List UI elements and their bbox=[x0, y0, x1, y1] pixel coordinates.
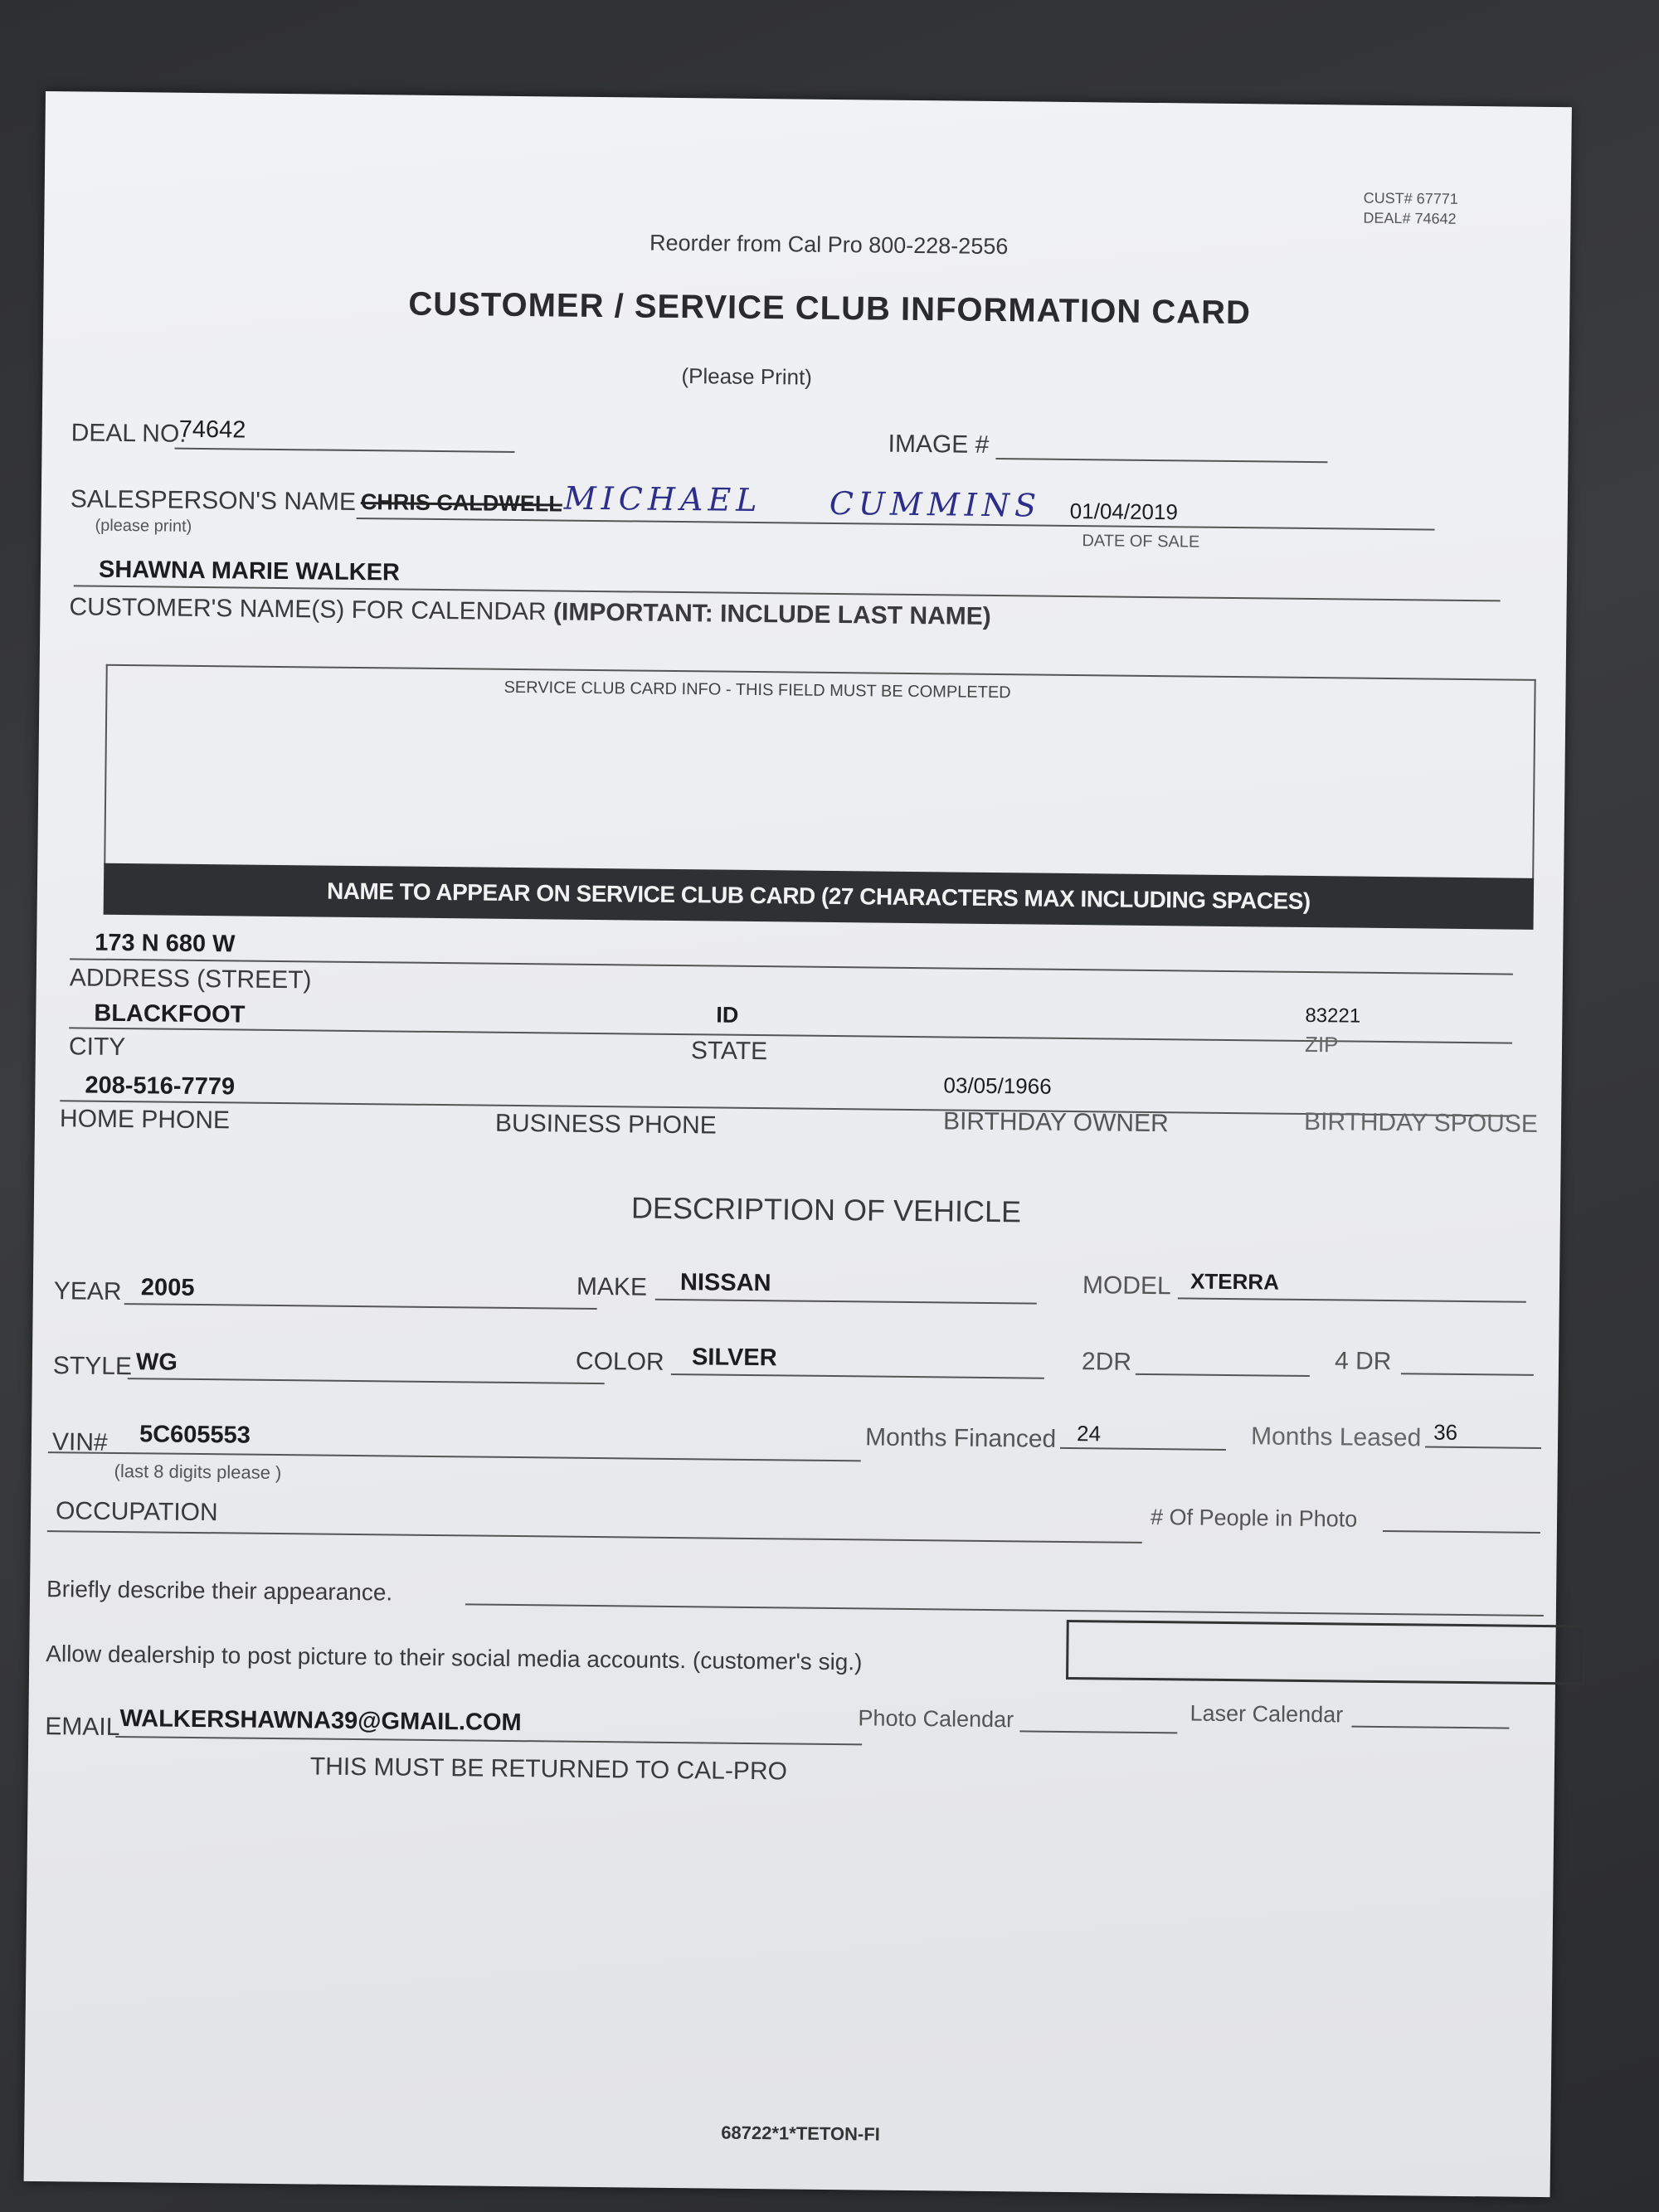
email-label: EMAIL bbox=[45, 1713, 120, 1742]
year-line bbox=[124, 1303, 597, 1310]
date-of-sale-label: DATE OF SALE bbox=[1082, 532, 1200, 552]
model-line bbox=[1178, 1297, 1526, 1302]
return-note: THIS MUST BE RETURNED TO CAL-PRO bbox=[309, 1753, 788, 1786]
social-media-label: Allow dealership to post picture to their social media accounts. (customer's sig.) bbox=[46, 1641, 863, 1675]
deal-no-value: 74642 bbox=[178, 416, 246, 444]
salesperson-sublabel: (please print) bbox=[95, 516, 192, 536]
vin-label: VIN# bbox=[51, 1428, 108, 1456]
2dr-label: 2DR bbox=[1081, 1348, 1132, 1376]
deal-number-corner: DEAL# 74642 bbox=[1363, 209, 1457, 227]
photo-calendar-line[interactable] bbox=[1019, 1730, 1177, 1733]
occupation-label: OCCUPATION bbox=[55, 1497, 218, 1527]
customer-number: CUST# 67771 bbox=[1363, 189, 1458, 207]
vin-line bbox=[48, 1451, 861, 1461]
months-financed-line bbox=[1060, 1447, 1226, 1451]
city-label: CITY bbox=[68, 1033, 126, 1062]
appearance-label: Briefly describe their appearance. bbox=[46, 1576, 393, 1606]
image-label: IMAGE # bbox=[888, 430, 990, 459]
model-label: MODEL bbox=[1082, 1271, 1171, 1300]
customer-name-label: CUSTOMER'S NAME(S) FOR CALENDAR (IMPORTANT: INCLUDE LAST NAME) bbox=[69, 593, 991, 630]
state-label: STATE bbox=[690, 1037, 768, 1066]
city-value: BLACKFOOT bbox=[94, 999, 246, 1028]
color-line bbox=[671, 1373, 1044, 1379]
deal-no-line bbox=[174, 448, 514, 453]
vehicle-heading: DESCRIPTION OF VEHICLE bbox=[630, 1190, 1022, 1229]
form-paper bbox=[24, 91, 1572, 2197]
year-label: YEAR bbox=[53, 1277, 122, 1306]
style-value: WG bbox=[135, 1349, 178, 1376]
salesperson-label: SALESPERSON'S NAME bbox=[70, 485, 357, 516]
image-line[interactable] bbox=[995, 458, 1327, 463]
months-leased-value: 36 bbox=[1433, 1419, 1458, 1445]
home-phone-label: HOME PHONE bbox=[59, 1105, 231, 1135]
make-line bbox=[655, 1299, 1037, 1305]
people-in-photo-label: # Of People in Photo bbox=[1150, 1505, 1358, 1532]
make-value: NISSAN bbox=[679, 1269, 771, 1297]
months-leased-line bbox=[1425, 1446, 1541, 1449]
email-line bbox=[115, 1736, 862, 1745]
appearance-line[interactable] bbox=[465, 1603, 1544, 1616]
city-line bbox=[69, 1027, 1512, 1043]
handwritten-salesperson-first: MICHAEL bbox=[563, 479, 762, 519]
phone-line bbox=[60, 1100, 1511, 1116]
street-value: 173 N 680 W bbox=[95, 929, 236, 958]
customer-name-value: SHAWNA MARIE WALKER bbox=[98, 556, 401, 586]
date-of-sale-value: 01/04/2019 bbox=[1069, 498, 1179, 525]
deal-no-label: DEAL NO. bbox=[71, 419, 187, 448]
year-value: 2005 bbox=[140, 1274, 195, 1301]
color-label: COLOR bbox=[575, 1347, 664, 1376]
style-label: STYLE bbox=[52, 1352, 133, 1381]
business-phone-label: BUSINESS PHONE bbox=[494, 1109, 717, 1140]
service-club-name-bar: NAME TO APPEAR ON SERVICE CLUB CARD (27 CHARACTERS MAX INCLUDING SPACES) bbox=[104, 863, 1535, 930]
months-leased-label: Months Leased bbox=[1250, 1422, 1422, 1452]
form-title: CUSTOMER / SERVICE CLUB INFORMATION CARD bbox=[408, 285, 1252, 332]
birthday-spouse-label: BIRTHDAY SPOUSE bbox=[1303, 1107, 1538, 1138]
vin-sublabel: (last 8 digits please ) bbox=[114, 1460, 282, 1484]
color-value: SILVER bbox=[691, 1344, 777, 1372]
state-value: ID bbox=[716, 1002, 739, 1028]
months-financed-value: 24 bbox=[1076, 1421, 1102, 1446]
please-print-note: (Please Print) bbox=[681, 363, 813, 390]
people-in-photo-line[interactable] bbox=[1383, 1530, 1540, 1534]
model-value: XTERRA bbox=[1190, 1268, 1280, 1295]
laser-calendar-line[interactable] bbox=[1351, 1726, 1509, 1729]
laser-calendar-label: Laser Calendar bbox=[1190, 1700, 1344, 1728]
style-line bbox=[128, 1378, 605, 1384]
footer-code: 68722*1*TETON-FI bbox=[721, 2122, 880, 2145]
email-value: WALKERSHAWNA39@GMAIL.COM bbox=[119, 1705, 522, 1737]
4dr-label: 4 DR bbox=[1334, 1347, 1392, 1376]
birthday-owner-value: 03/05/1966 bbox=[943, 1072, 1052, 1099]
street-label: ADDRESS (STREET) bbox=[69, 964, 312, 994]
zip-label: ZIP bbox=[1304, 1031, 1339, 1057]
months-financed-label: Months Financed bbox=[864, 1423, 1057, 1453]
make-label: MAKE bbox=[576, 1272, 648, 1301]
handwritten-salesperson-last: CUMMINS bbox=[829, 484, 1042, 524]
customer-signature-box[interactable] bbox=[1066, 1620, 1586, 1685]
reorder-note: Reorder from Cal Pro 800-228-2556 bbox=[649, 230, 1009, 260]
2dr-line[interactable] bbox=[1136, 1373, 1310, 1377]
struck-salesperson-name: CHRIS CALDWELL bbox=[360, 489, 562, 517]
photo-calendar-label: Photo Calendar bbox=[858, 1705, 1014, 1733]
4dr-line[interactable] bbox=[1401, 1373, 1534, 1376]
service-club-box-label: SERVICE CLUB CARD INFO - THIS FIELD MUST BE COMPLETED bbox=[504, 678, 1011, 702]
home-phone-value: 208-516-7779 bbox=[85, 1072, 236, 1101]
occupation-line[interactable] bbox=[47, 1530, 1142, 1544]
birthday-owner-label: BIRTHDAY OWNER bbox=[942, 1107, 1169, 1138]
vin-value: 5C605553 bbox=[139, 1421, 251, 1449]
zip-value: 83221 bbox=[1305, 1004, 1361, 1028]
